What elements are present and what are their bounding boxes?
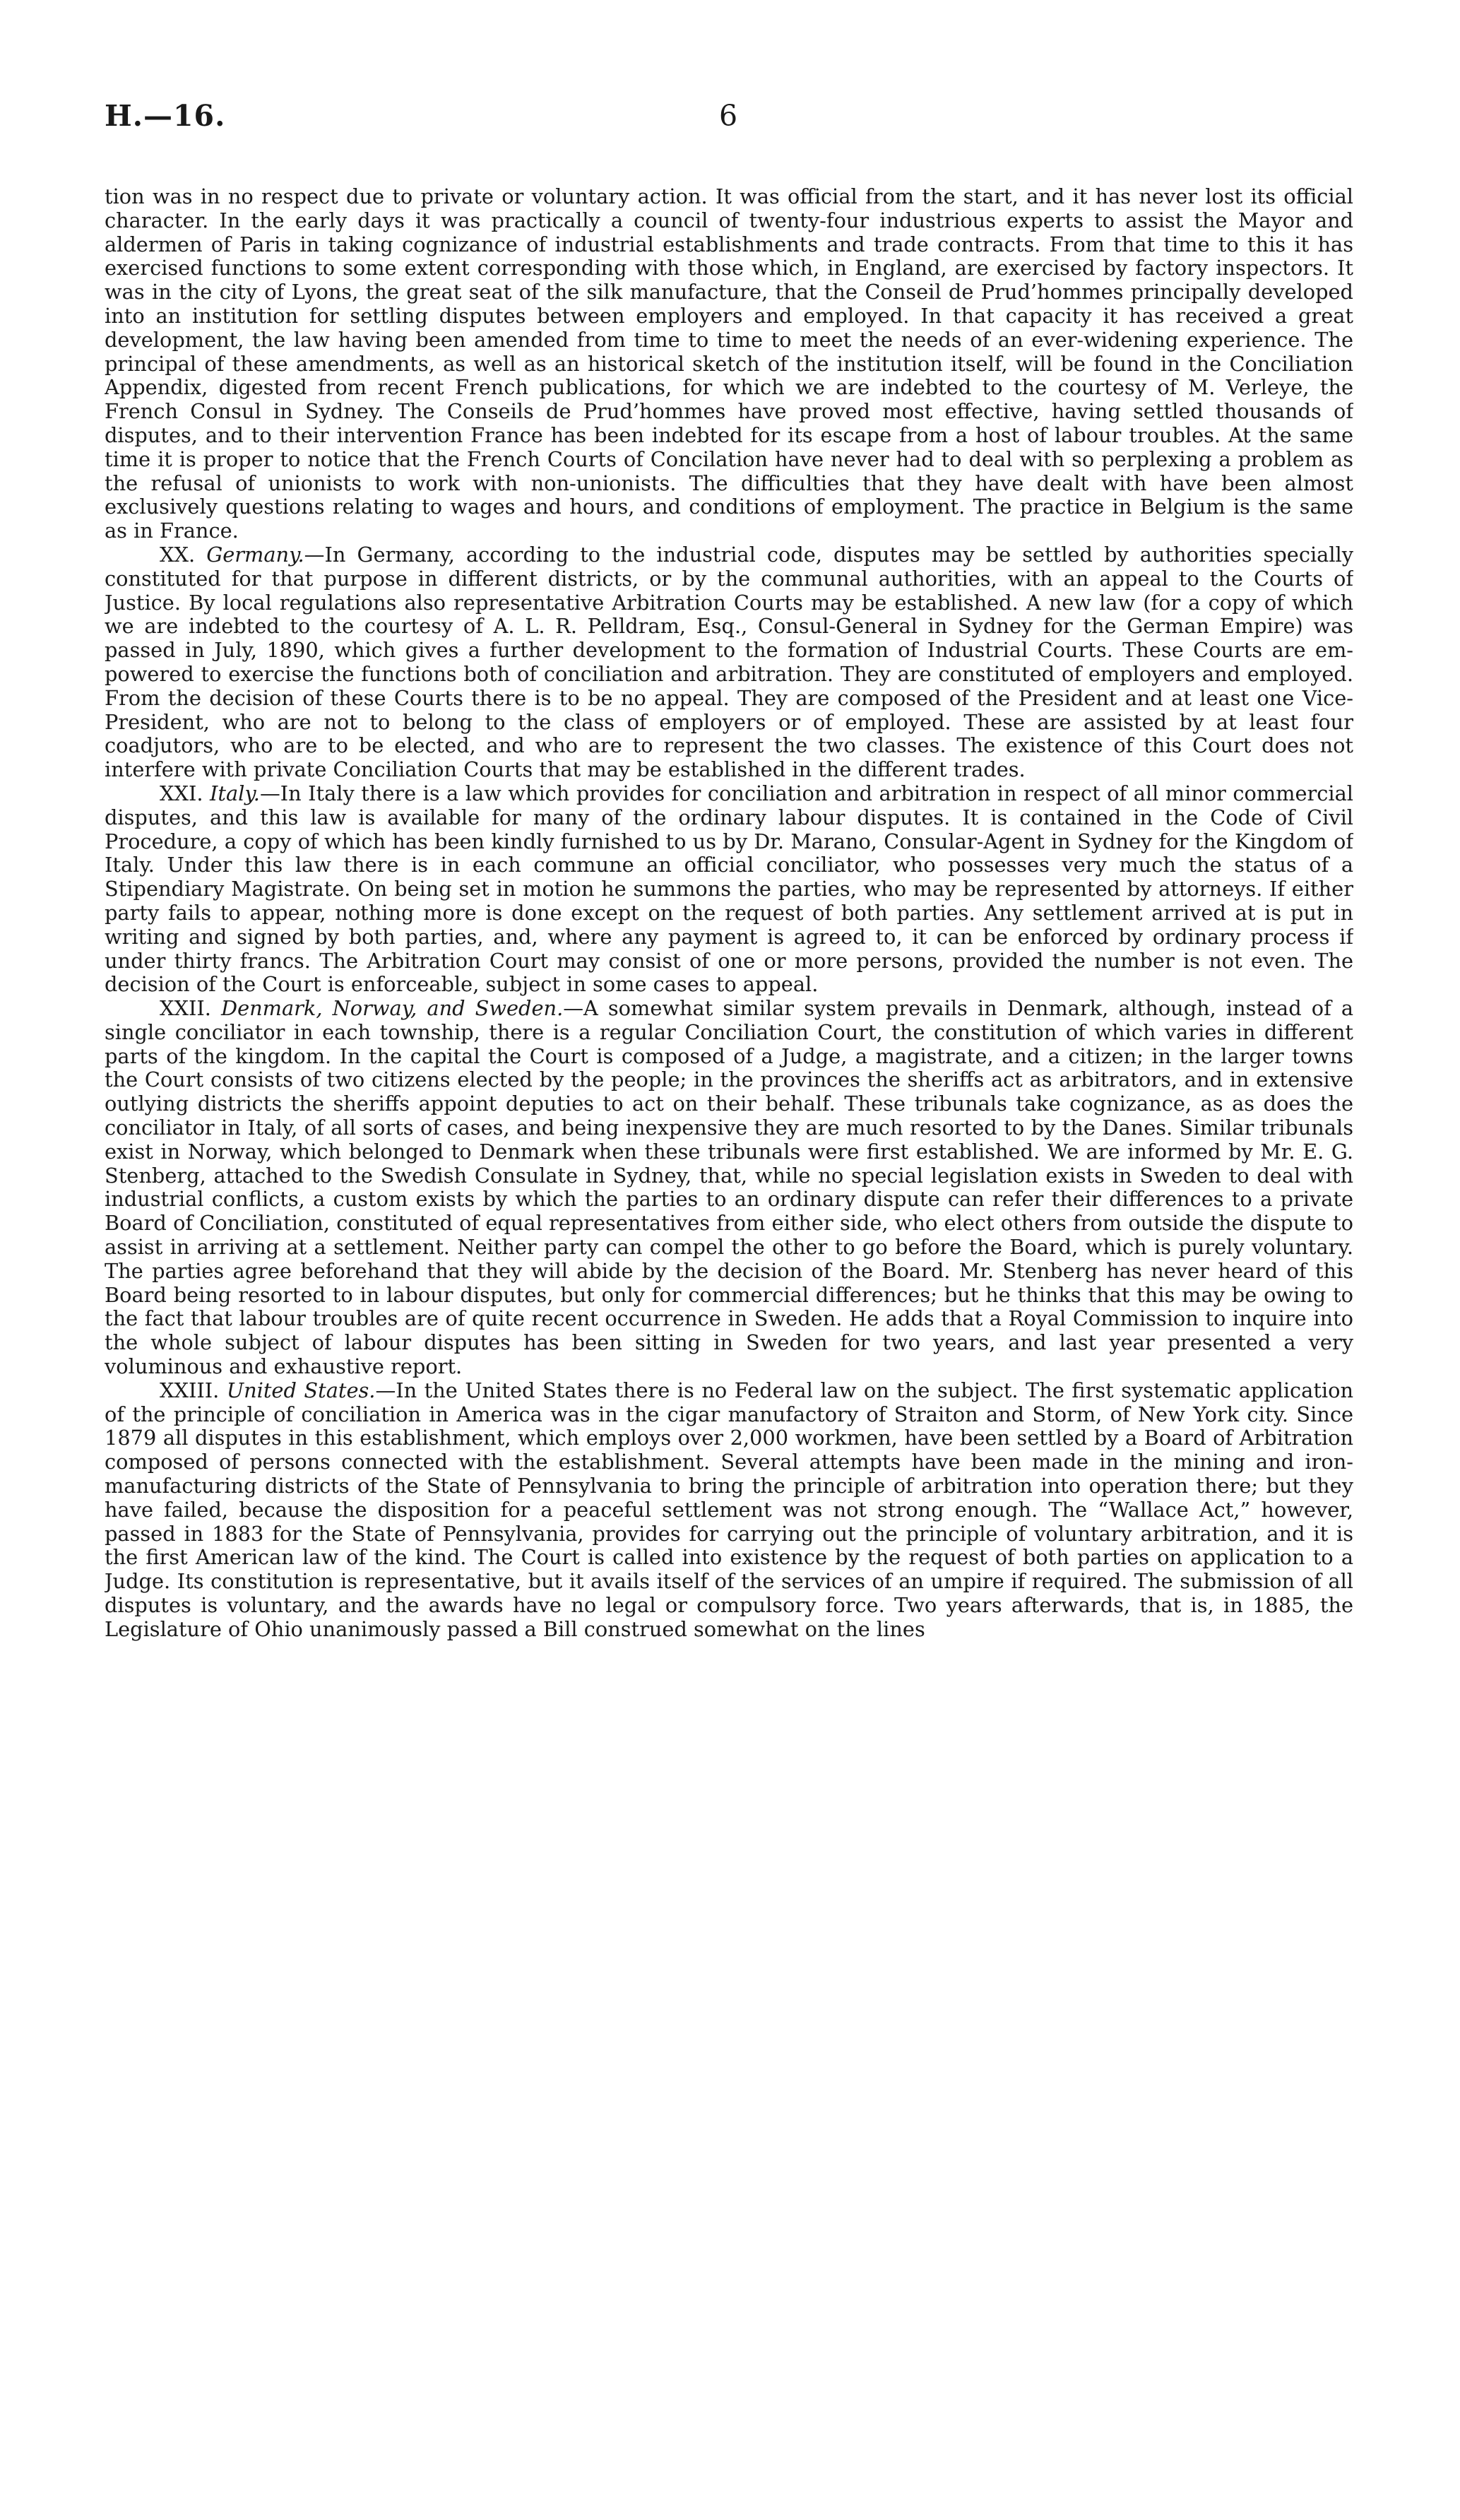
page-number: 6 xyxy=(719,99,738,133)
document-page xyxy=(105,99,1353,2501)
paragraph-united-states xyxy=(105,1379,1353,1642)
section-number: XXII. xyxy=(160,996,221,1021)
document-reference: H.—16. xyxy=(105,99,226,133)
paragraph-france-continued xyxy=(105,185,1353,543)
section-title: United States. xyxy=(226,1378,376,1402)
paragraph-scandinavia xyxy=(105,997,1353,1379)
section-number: XXI. xyxy=(160,781,210,805)
paragraph-text: —In Germany, according to the industrial code, disputes may be settled by authorities specially constituted for that purpose in different districts, or by the communal authorities, with an appeal to the Courts of Justice. By local regulations also representative Arbitration Courts may be established. A new law (for a copy of which we are indebted to the courtesy of A. L. R. Pelldram, Esq., Consul-General in Sydney for the German Empire) was passed in July, 1890, which gives a further development to the formation of Industrial Courts. These Courts are empowered to exercise the functions both of conciliation and arbitration. They are constituted of employers and employed. From the decision of these Courts there is to be no appeal. They are composed of the President and at least one Vice-President, who are not to belong to the class of employers or of employed. These are assisted by at least four coadjutors, who are to be elected, and who are to represent the two classes. The existence of this Court does not interfere with private Conciliation Courts that may be established in the different trades. xyxy=(105,542,1353,782)
section-title: Germany. xyxy=(206,542,304,567)
paragraph-text: —In the United States there is no Federal law on the subject. The first systematic application of the principle of conciliation in America was in the cigar manufactory of Straiton and Storm, of New York city. Since 1879 all disputes in this establishment, which employs over 2,000 workmen, have been settled by a Board of Arbitration composed of persons connected with the establishment. Several attempts have been made in the mining and iron-manufacturing districts of the State of Pennsylvania to bring the principle of arbitration into operation there; but they have failed, because the disposition for a peaceful settlement was not strong enough. The “Wallace Act,” however, passed in 1883 for the State of Pennsylvania, provides for carrying out the principle of voluntary arbitration, and it is the first American law of the kind. The Court is called into existence by the request of both parties on application to a Judge. Its constitution is representative, but it avails itself of the services of an umpire if required. The submission of all disputes is voluntary, and the awards have no legal or compulsory force. Two years afterwards, that is, in 1885, the Legislature of Ohio unanimously passed a Bill construed somewhat on the lines xyxy=(105,1378,1353,1641)
section-number: XXIII. xyxy=(160,1378,227,1402)
paragraph-text: —In Italy there is a law which provides for conciliation and arbitration in respect of all minor commercial disputes, and this law is available for many of the ordinary labour disputes. It is contained in the Code of Civil Procedure, a copy of which has been kindly furnished to us by Dr. Marano, Consular-Agent in Sydney for the Kingdom of Italy. Under this law there is in each commune an official conciliator, who possesses very much the status of a Stipendiary Magistrate. On being set in motion he summons the parties, who may be represented by attorneys. If either party fails to appear, nothing more is done except on the request of both parties. Any settlement arrived at is put in writing and signed by both parties, and, where any payment is agreed to, it can be enforced by ordinary process if under thirty francs. The Arbitration Court may consist of one or more persons, provided the number is not even. The decision of the Court is enforceable, subject in some cases to appeal. xyxy=(105,781,1353,997)
section-number: XX. xyxy=(160,542,207,567)
body-text xyxy=(105,185,1353,1642)
paragraph-text: tion was in no respect due to private or voluntary action. It was official from the start, and it has never lost its official character. In the early days it was practically a council of twenty-four industrious experts to assist the Mayor and aldermen of Paris in taking cognizance of industrial establishments and trade contracts. From that time to this it has exercised functions to some extent corresponding with those which, in England, are exercised by factory inspectors. It was in the city of Lyons, the great seat of the silk manufacture, that the Conseil de Prud’hommes principally developed into an institution for settling disputes between employers and employed. In that capacity it has received a great development, the law having been amended from time to time to meet the needs of an ever-widening experience. The principal of these amendments, as well as an historical sketch of the institution itself, will be found in the Conciliation Appendix, digested from recent French publications, for which we are indebted to the courtesy of M. Verleye, the French Consul in Sydney. The Conseils de Prud’hommes have proved most effective, having settled thousands of disputes, and to their intervention France has been indebted for its escape from a host of labour troubles. At the same time it is proper to notice that the French Courts of Concilation have never had to deal with so perplexing a problem as the refusal of unionists to work with non-unionists. The difficulties that they have dealt with have been almost exclusively questions relating to wages and hours, and conditions of employment. The practice in Belgium is the same as in France. xyxy=(105,184,1353,543)
page-header xyxy=(105,99,1353,148)
section-title: Italy. xyxy=(210,781,260,805)
section-title: Denmark, Norway, and Sweden. xyxy=(221,996,564,1021)
paragraph-germany xyxy=(105,543,1353,782)
paragraph-text: —A somewhat similar system prevails in Denmark, although, instead of a single conciliator in each township, there is a regular Conciliation Court, the constitution of which varies in different parts of the kingdom. In the capital the Court is composed of a Judge, a magistrate, and a citizen; in the larger towns the Court consists of two citizens elected by the people; in the provinces the sheriffs act as arbitrators, and in extensive outlying districts the sheriffs appoint deputies to act on their behalf. These tribunals take cognizance, as as does the conciliator in Italy, of all sorts of cases, and being inexpensive they are much resorted to by the Danes. Similar tribunals exist in Norway, which belonged to Denmark when these tribunals were first established. We are informed by Mr. E. G. Stenberg, attached to the Swedish Consulate in Sydney, that, while no special legislation exists in Sweden to deal with industrial conflicts, a custom exists by which the parties to an ordinary dispute can refer their differences to a private Board of Conciliation, constituted of equal representatives from either side, who elect others from outside the dispute to assist in arriving at a settlement. Neither party can compel the other to go before the Board, which is purely voluntary. The parties agree beforehand that they will abide by the decision of the Board. Mr. Stenberg has never heard of this Board being resorted to in labour disputes, but only for commercial differences; but he thinks that this may be owing to the fact that labour troubles are of quite recent occurrence in Sweden. He adds that a Royal Commission to inquire into the whole subject of labour disputes has been sitting in Sweden for two years, and last year presented a very voluminous and exhaustive report. xyxy=(105,996,1353,1379)
paragraph-italy xyxy=(105,782,1353,997)
